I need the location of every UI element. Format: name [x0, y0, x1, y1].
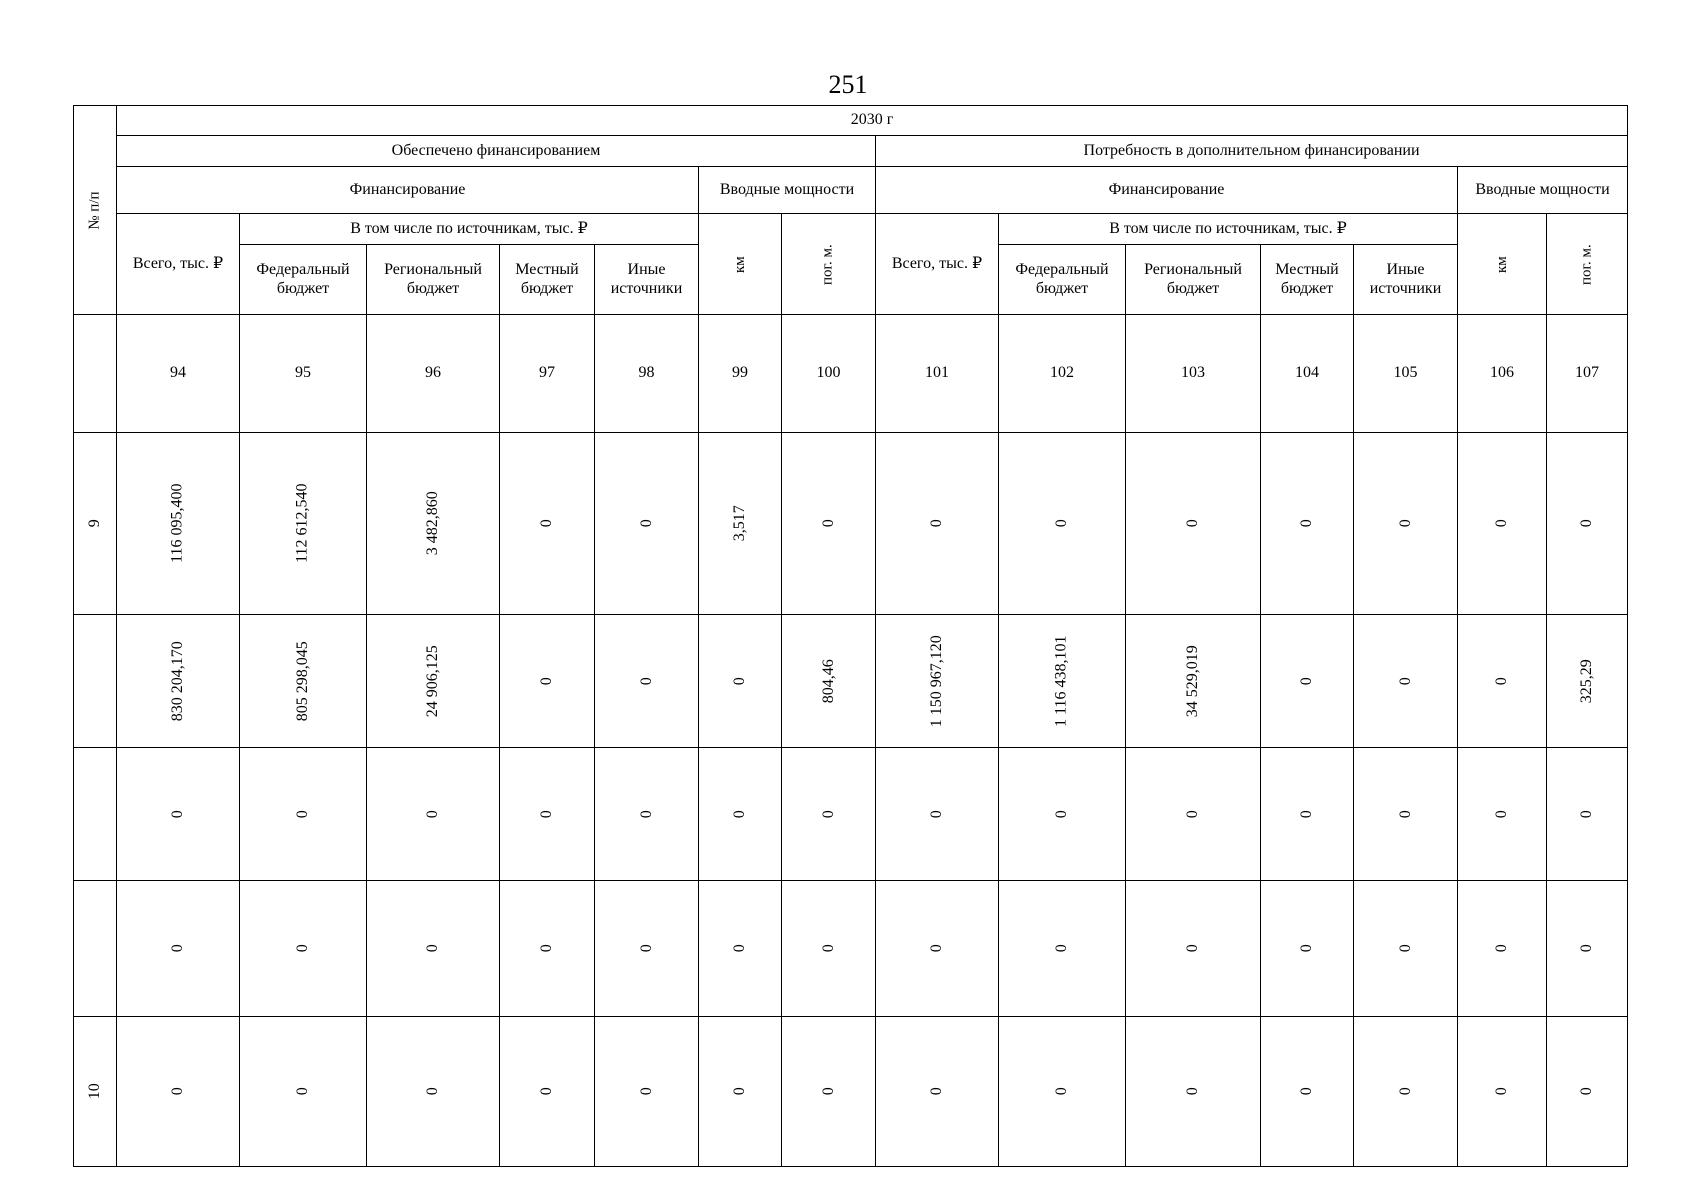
cell-federal: 0 [999, 1016, 1126, 1166]
row-number-header: № п/п [74, 106, 117, 315]
federal-header: Федеральный бюджет [999, 245, 1126, 315]
cell-local: 0 [1261, 614, 1354, 747]
cell-local: 0 [1261, 748, 1354, 881]
column-number: 98 [595, 315, 699, 432]
cell-other: 0 [1354, 1016, 1458, 1166]
cell-regional: 3 482,860 [367, 432, 500, 614]
cell-other: 0 [1354, 881, 1458, 1016]
column-number-empty [74, 315, 117, 432]
cell-regional: 0 [1126, 432, 1261, 614]
cell-regional: 0 [367, 881, 500, 1016]
column-number: 95 [240, 315, 367, 432]
km-header: км [1458, 214, 1547, 315]
table-row [74, 881, 1628, 1016]
row-number [74, 614, 117, 747]
row-number: 10 [74, 1016, 117, 1166]
cell-linear-m: 0 [782, 881, 876, 1016]
cell-federal: 0 [240, 881, 367, 1016]
regional-header: Региональный бюджет [1126, 245, 1261, 315]
column-number: 102 [999, 315, 1126, 432]
cell-other: 0 [595, 881, 699, 1016]
cell-km: 0 [1458, 1016, 1547, 1166]
cell-total: 0 [876, 432, 999, 614]
cell-total: 0 [117, 881, 240, 1016]
secured-group-header: Обеспечено финансированием [117, 136, 876, 167]
cell-other: 0 [1354, 614, 1458, 747]
cell-total: 1 150 967,120 [876, 614, 999, 747]
cell-total: 0 [876, 1016, 999, 1166]
cell-total: 0 [117, 748, 240, 881]
cell-linear-m: 0 [1547, 881, 1628, 1016]
cell-linear-m: 0 [782, 432, 876, 614]
local-header: Местный бюджет [1261, 245, 1354, 315]
capacity-header: Вводные мощности [1458, 167, 1628, 214]
table-row [74, 432, 1628, 614]
column-number: 105 [1354, 315, 1458, 432]
cell-total: 116 095,400 [117, 432, 240, 614]
cell-federal: 0 [240, 1016, 367, 1166]
capacity-header: Вводные мощности [699, 167, 876, 214]
financing-header: Финансирование [876, 167, 1458, 214]
cell-federal: 0 [999, 748, 1126, 881]
local-header: Местный бюджет [500, 245, 595, 315]
cell-local: 0 [500, 1016, 595, 1166]
cell-local: 0 [500, 748, 595, 881]
cell-other: 0 [595, 748, 699, 881]
column-number: 107 [1547, 315, 1628, 432]
cell-km: 0 [1458, 881, 1547, 1016]
table-row [74, 614, 1628, 747]
cell-regional: 0 [1126, 748, 1261, 881]
cell-km: 3,517 [699, 432, 782, 614]
column-numbers-row [74, 315, 1628, 432]
cell-other: 0 [595, 432, 699, 614]
cell-linear-m: 0 [1547, 1016, 1628, 1166]
cell-other: 0 [1354, 748, 1458, 881]
cell-km: 0 [1458, 432, 1547, 614]
cell-regional: 24 906,125 [367, 614, 500, 747]
column-number: 96 [367, 315, 500, 432]
table-row [74, 1016, 1628, 1166]
linear-m-header: пог. м. [782, 214, 876, 315]
cell-linear-m: 0 [782, 1016, 876, 1166]
page-number: 251 [828, 70, 868, 99]
cell-federal: 0 [999, 432, 1126, 614]
year-header: 2030 г [117, 106, 1628, 136]
km-header: км [699, 214, 782, 315]
other-header: Иные источники [1354, 245, 1458, 315]
cell-total: 830 204,170 [117, 614, 240, 747]
cell-other: 0 [1354, 432, 1458, 614]
cell-federal: 1 116 438,101 [999, 614, 1126, 747]
column-number: 100 [782, 315, 876, 432]
cell-federal: 112 612,540 [240, 432, 367, 614]
cell-total: 0 [117, 1016, 240, 1166]
total-header: Всего, тыс. ₽ [876, 214, 999, 315]
row-number [74, 748, 117, 881]
cell-linear-m: 0 [1547, 432, 1628, 614]
column-number: 97 [500, 315, 595, 432]
cell-linear-m: 325,29 [1547, 614, 1628, 747]
federal-header: Федеральный бюджет [240, 245, 367, 315]
cell-km: 0 [1458, 614, 1547, 747]
financing-table [73, 105, 1628, 1167]
column-number: 104 [1261, 315, 1354, 432]
cell-other: 0 [595, 614, 699, 747]
column-number: 103 [1126, 315, 1261, 432]
cell-local: 0 [500, 614, 595, 747]
cell-federal: 805 298,045 [240, 614, 367, 747]
cell-km: 0 [699, 881, 782, 1016]
cell-km: 0 [699, 1016, 782, 1166]
regional-header: Региональный бюджет [367, 245, 500, 315]
cell-regional: 0 [367, 748, 500, 881]
cell-linear-m: 0 [782, 748, 876, 881]
total-header: Всего, тыс. ₽ [117, 214, 240, 315]
cell-local: 0 [500, 881, 595, 1016]
cell-regional: 0 [1126, 881, 1261, 1016]
cell-other: 0 [595, 1016, 699, 1166]
cell-local: 0 [1261, 432, 1354, 614]
cell-local: 0 [500, 432, 595, 614]
financing-header: Финансирование [117, 167, 699, 214]
cell-km: 0 [699, 614, 782, 747]
cell-linear-m: 804,46 [782, 614, 876, 747]
cell-regional: 34 529,019 [1126, 614, 1261, 747]
column-number: 94 [117, 315, 240, 432]
linear-m-header: пог. м. [1547, 214, 1628, 315]
cell-federal: 0 [999, 881, 1126, 1016]
cell-local: 0 [1261, 881, 1354, 1016]
row-number: 9 [74, 432, 117, 614]
column-number: 106 [1458, 315, 1547, 432]
by-sources-header: В том числе по источникам, тыс. ₽ [240, 214, 699, 245]
cell-km: 0 [699, 748, 782, 881]
cell-local: 0 [1261, 1016, 1354, 1166]
cell-linear-m: 0 [1547, 748, 1628, 881]
table-row [74, 748, 1628, 881]
other-header: Иные источники [595, 245, 699, 315]
cell-total: 0 [876, 748, 999, 881]
cell-regional: 0 [1126, 1016, 1261, 1166]
by-sources-header: В том числе по источникам, тыс. ₽ [999, 214, 1458, 245]
row-number [74, 881, 117, 1016]
cell-total: 0 [876, 881, 999, 1016]
cell-regional: 0 [367, 1016, 500, 1166]
cell-km: 0 [1458, 748, 1547, 881]
column-number: 101 [876, 315, 999, 432]
needed-group-header: Потребность в дополнительном финансировании [876, 136, 1628, 167]
cell-federal: 0 [240, 748, 367, 881]
column-number: 99 [699, 315, 782, 432]
